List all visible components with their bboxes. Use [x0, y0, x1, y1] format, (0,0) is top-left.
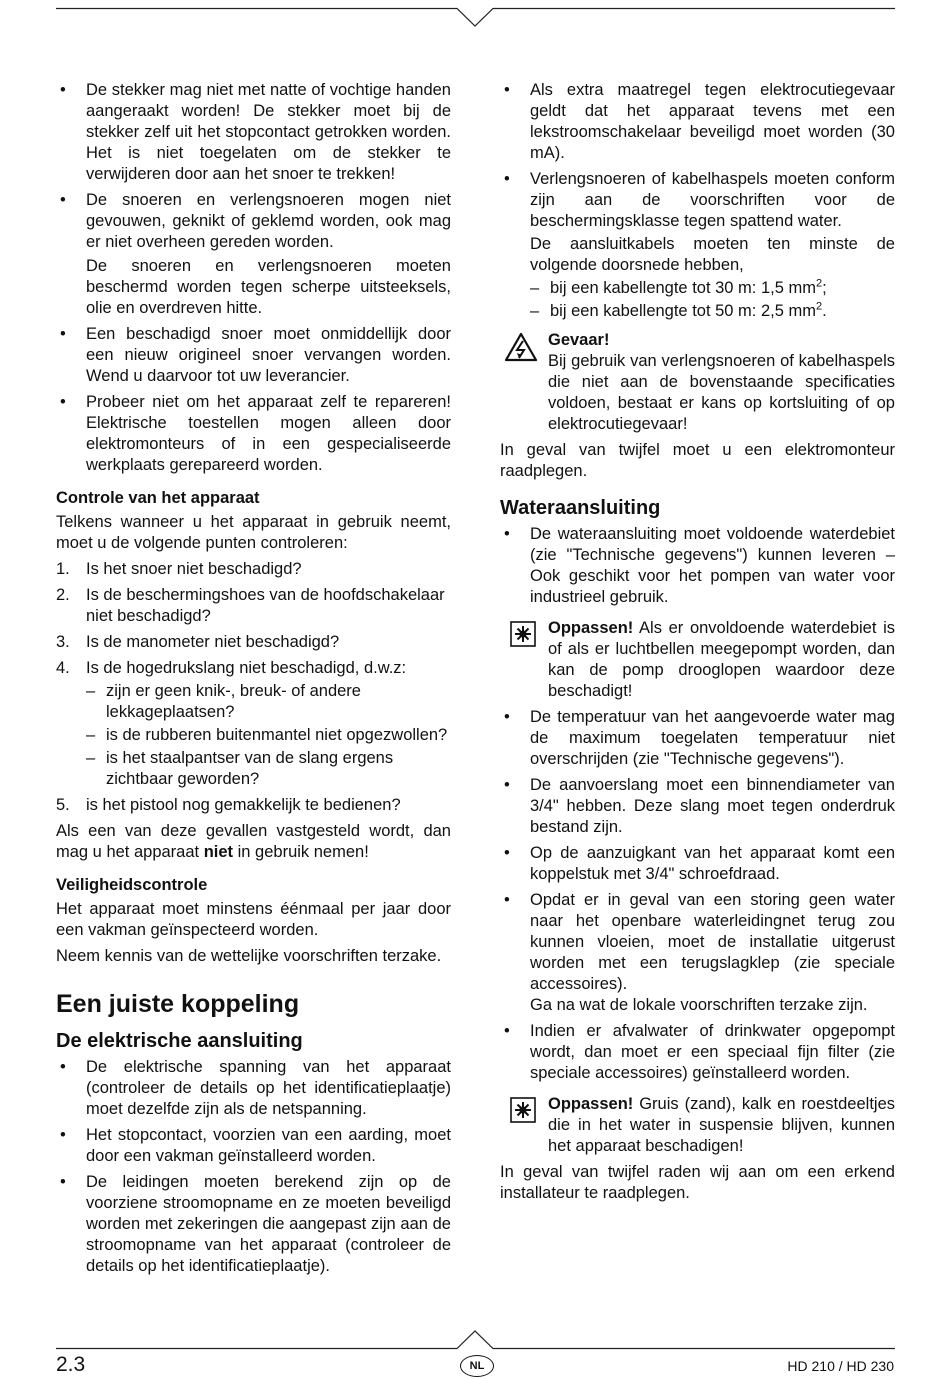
top-rule [0, 0, 950, 32]
list-item: • De leidingen moeten berekend zijn op de voorziene stroomopname en ze moeten beveiligd worden met zekeringen die aangepast zijn aan de stroomopname van het apparaat (controleer de details op het identificatieplaatje). [60, 1173, 451, 1275]
dash-icon: – [86, 682, 96, 700]
bullet-icon: • [504, 844, 510, 862]
danger-text: Bij gebruik van verlengsnoeren of kabelhaspels die niet aan de bovenstaande specificaties voldoen, bestaat er kans op kortsluiting of op elektrocutiegevaar! [548, 352, 895, 433]
bullet-icon: • [60, 1126, 66, 1144]
list-item: • De elektrische spanning van het apparaat (controleer de details op het identificatieplaatje) moet dezelfde zijn als de netspanning. [60, 1058, 451, 1118]
bullet-icon: • [60, 191, 66, 209]
section-heading-controle: Controle van het apparaat [56, 489, 260, 507]
page-number: 2.3 [56, 1353, 86, 1376]
danger-title: Gevaar! [548, 331, 610, 349]
list-item: • Indien er afvalwater of drinkwater opgepompt wordt, dan moet er een speciaal fijn filter (zie speciale accessoires) geïnstalleerd worden. [504, 1022, 895, 1082]
bottom-rule [0, 1326, 950, 1352]
list-item: • De snoeren en verlengsnoeren mogen niet gevouwen, geknikt of geklemd worden, ook mag er niet overheen gereden worden. [60, 191, 451, 251]
list-item: • Op de aanzuigkant van het apparaat komt een koppelstuk met 3/4" schroefdraad. [504, 844, 895, 883]
list-item-subparagraph: De aansluitkabels moeten ten minste de volgende doorsnede hebben, [530, 235, 895, 274]
caution-title: Oppassen! [548, 1095, 634, 1113]
list-item: • De stekker mag niet met natte of vochtige handen aangeraakt worden! De stekker moet bij de stekker zelf uit het stopcontact getrokken worden. Het is niet toegelaten om de stekker te verwijderen door aan het snoer te trekken! [60, 81, 451, 183]
list-item: • De temperatuur van het aangevoerde water mag de maximum toegelaten temperatuur niet overschrijden (zie "Technische gegevens"). [504, 708, 895, 768]
section-heading-water: Wateraansluiting [500, 497, 661, 519]
caution-burst-icon [510, 1097, 536, 1129]
check-item: 5. is het pistool nog gemakkelijk te bedienen? [56, 796, 401, 814]
section-heading-elektrisch: De elektrische aansluiting [56, 1030, 303, 1052]
check-subitem: – zijn er geen knik-, breuk- of andere lekkageplaatsen? [86, 682, 361, 721]
language-badge: NL [460, 1355, 494, 1377]
controle-intro: Telkens wanneer u het apparaat in gebruik neemt, moet u de volgende punten controleren: [56, 513, 451, 552]
dash-icon: – [86, 726, 96, 744]
check-subitem: – is de rubberen buitenmantel niet opgezwollen? [86, 726, 448, 744]
bullet-icon: • [504, 776, 510, 794]
paragraph: Neem kennis van de wettelijke voorschriften terzake. [56, 947, 442, 965]
bullet-icon: • [504, 170, 510, 188]
list-item: • De wateraansluiting moet voldoende waterdebiet (zie "Technische gegevens") kunnen leveren – Ook geschikt voor het pompen van water voor industrieel gebruik. [504, 525, 895, 606]
bullet-icon: • [504, 708, 510, 726]
caution-notice [500, 618, 895, 702]
list-item: • Als extra maatregel tegen elektrocutiegevaar geldt dat het apparaat tevens met een lekstroomschakelaar beveiligd moet worden (30 mA). [504, 81, 895, 162]
caution-burst-icon [510, 621, 536, 653]
list-item-subparagraph: Ga na wat de lokale voorschriften terzake zijn. [530, 996, 868, 1014]
paragraph: Het apparaat moet minstens éénmaal per jaar door een vakman geïnspecteerd worden. [56, 900, 451, 939]
dash-icon: – [530, 279, 540, 297]
bullet-icon: • [504, 891, 510, 909]
chapter-heading: Een juiste koppeling [56, 990, 300, 1018]
check-subitem: – is het staalpantser van de slang ergens zichtbaar geworden? [86, 749, 394, 788]
list-item: • Probeer niet om het apparaat zelf te repareren! Elektrische toestellen mogen alleen door elektromonteurs of in een gespecialiseerde werkplaats gerepareerd worden. [60, 393, 451, 474]
paragraph: In geval van twijfel raden wij aan om een erkend installateur te raadplegen. [500, 1163, 895, 1202]
section-heading-veiligheid: Veiligheidscontrole [56, 876, 208, 894]
caution-notice [500, 1094, 895, 1157]
list-item: • De aanvoerslang moet een binnendiameter van 3/4" hebben. Deze slang moet tegen onderdruk bestand zijn. [504, 776, 895, 836]
check-item: 1. Is het snoer niet beschadigd? [56, 560, 302, 578]
bullet-icon: • [504, 81, 510, 99]
list-item-subparagraph: De snoeren en verlengsnoeren moeten beschermd worden tegen scherpe uitsteeksels, olie en overdreven hitte. [86, 257, 451, 317]
right-column [500, 80, 895, 1209]
cable-spec-item: – bij een kabellengte tot 50 m: 2,5 $mm^2$. [530, 300, 827, 320]
caution-text: Gruis (zand), kalk en roestdeeltjes die in het water in suspensie blijven, kunnen het apparaat beschadigen! [548, 1095, 895, 1155]
dash-icon: – [530, 302, 540, 320]
bullet-icon: • [504, 1022, 510, 1040]
cable-spec-item: – bij een kabellengte tot 30 m: 1,5 $mm^2$; [530, 277, 827, 297]
bullet-icon: • [504, 525, 510, 543]
warning-triangle-icon [504, 332, 538, 368]
controle-conclusion: Als een van deze gevallen vastgesteld wordt, dan mag u het apparaat niet in gebruik nemen! [56, 822, 451, 861]
bullet-icon: • [60, 1173, 66, 1191]
list-item: • Opdat er in geval van een storing geen water naar het openbare waterleidingnet terug zou kunnen vloeien, moet de installatie uitgerust worden met een terugslagklep (zie speciale accessoires). [504, 891, 895, 993]
check-item: 2. Is de beschermingshoes van de hoofdschakelaar niet beschadigd? [56, 586, 445, 625]
model-label: HD 210 / HD 230 [787, 1358, 894, 1374]
bullet-icon: • [60, 1058, 66, 1076]
list-item: • Verlengsnoeren of kabelhaspels moeten conform zijn aan de voorschriften voor de beschermingsklasse tegen spattend water. [504, 170, 895, 230]
danger-notice [500, 330, 895, 435]
paragraph: In geval van twijfel moet u een elektromonteur raadplegen. [500, 441, 895, 480]
bullet-icon: • [60, 393, 66, 411]
dash-icon: – [86, 749, 96, 767]
check-item: 4. Is de hogedrukslang niet beschadigd, d.w.z: [56, 659, 407, 677]
list-item: • Een beschadigd snoer moet onmiddellijk door een nieuw origineel snoer vervangen worden. Wend u daarvoor tot uw leverancier. [60, 325, 451, 385]
bullet-icon: • [60, 81, 66, 99]
bullet-icon: • [60, 325, 66, 343]
list-item: • Het stopcontact, voorzien van een aarding, moet door een vakman geïnstalleerd worden. [60, 1126, 451, 1165]
check-item: 3. Is de manometer niet beschadigd? [56, 633, 340, 651]
left-column [56, 80, 451, 1282]
caution-text: Als er onvoldoende waterdebiet is of als er luchtbellen meegepompt worden, dan kan de pomp drooglopen waardoor deze beschadigt! [548, 619, 895, 700]
caution-title: Oppassen! [548, 619, 634, 637]
